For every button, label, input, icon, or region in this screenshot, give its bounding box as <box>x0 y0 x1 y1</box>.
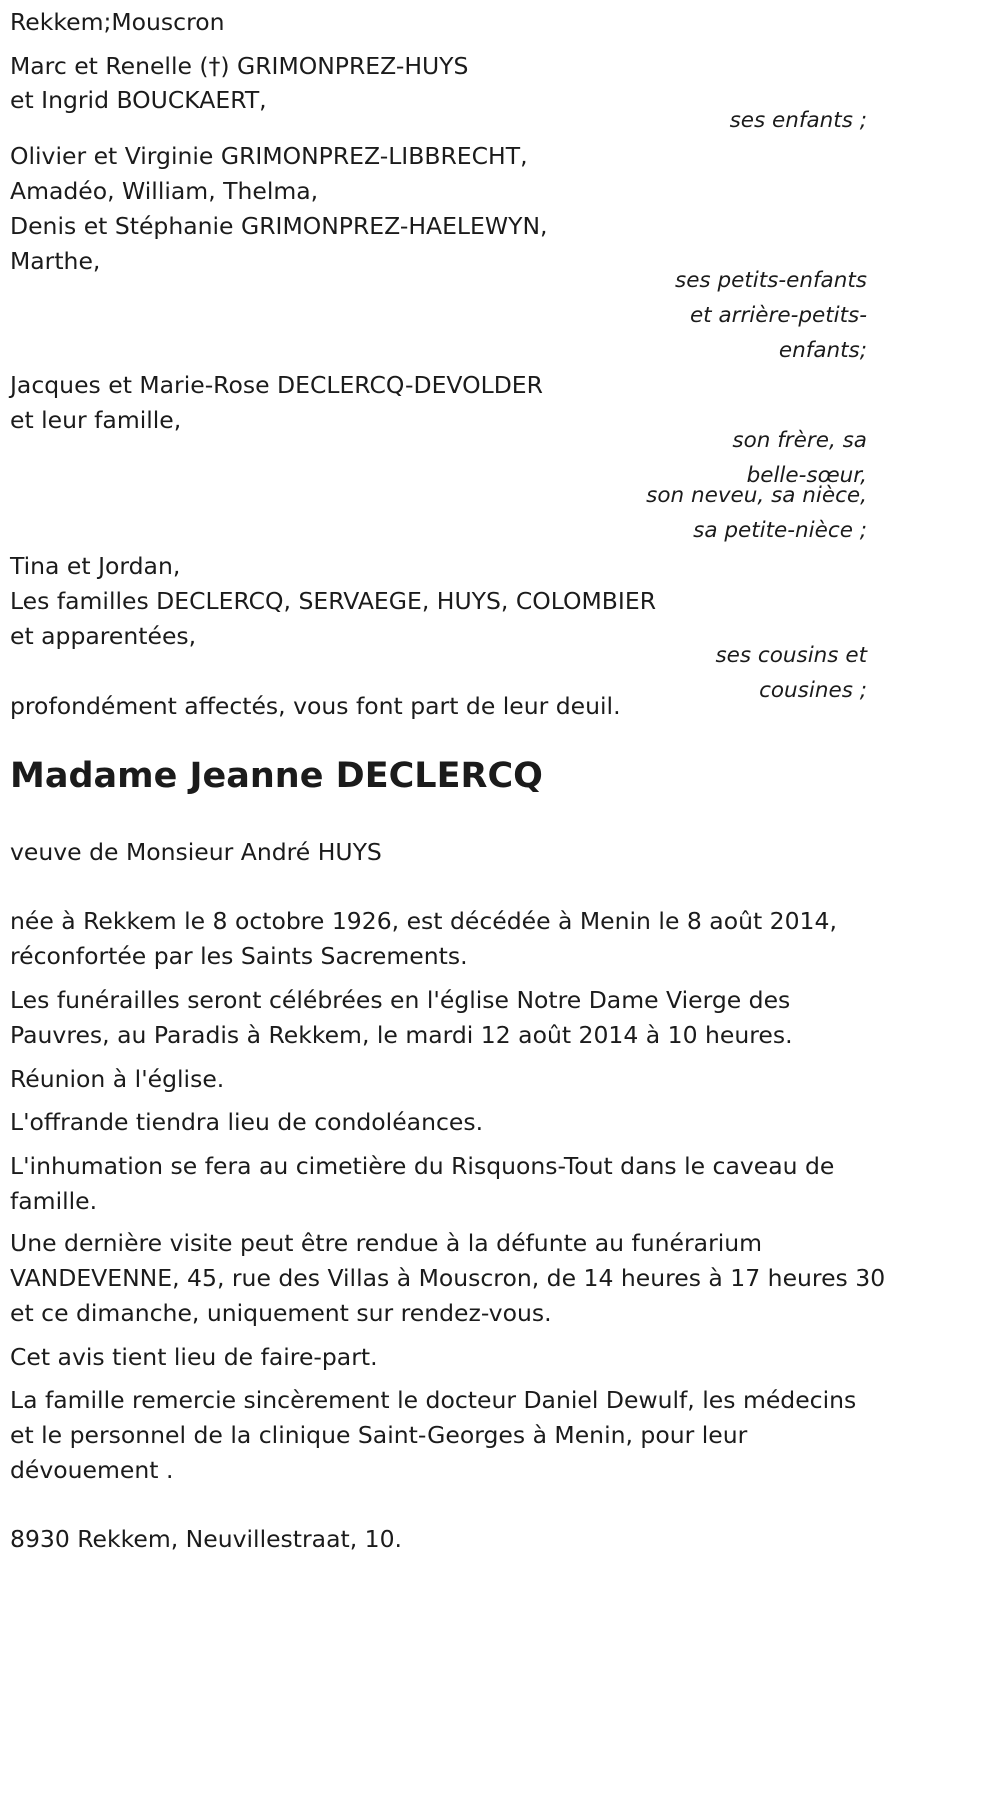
closing-line: profondément affectés, vous font part de leur deuil. <box>10 692 621 720</box>
grandchildren-names-line-3: Denis et Stéphanie GRIMONPREZ-HAELEWYN, <box>10 212 548 240</box>
grandchildren-names-line-2: Amadéo, William, Thelma, <box>10 177 319 205</box>
cousin-names-line-2: Les familles DECLERCQ, SERVAEGE, HUYS, COLOMBIER <box>10 587 657 615</box>
deceased-name: Madame Jeanne DECLERCQ <box>10 756 543 796</box>
sibling-names-line-2: et leur famille, <box>10 406 182 434</box>
offering-line: L'offrande tiendra lieu de condoléances. <box>10 1108 484 1136</box>
children-role: ses enfants ; <box>729 108 867 133</box>
address-line: 8930 Rekkem, Neuvillestraat, 10. <box>10 1525 403 1553</box>
spouse-line: veuve de Monsieur André HUYS <box>10 838 382 866</box>
grandchildren-role-line-3: enfants; <box>778 338 867 363</box>
birth-death-line-2: réconfortée par les Saints Sacrements. <box>10 942 468 970</box>
visit-line-1: Une dernière visite peut être rendue à la défunte au funérarium <box>10 1229 763 1257</box>
children-names-line-1: Marc et Renelle (†) GRIMONPREZ-HUYS <box>10 52 469 80</box>
children-names-line-2: et Ingrid BOUCKAERT, <box>10 86 267 114</box>
cousin-role-line-1: ses cousins et <box>715 643 867 668</box>
grandchildren-role-line-2: et arrière-petits- <box>689 303 867 328</box>
burial-line-2: famille. <box>10 1187 98 1215</box>
place-header: Rekkem;Mouscron <box>10 8 225 36</box>
funeral-line-1: Les funérailles seront célébrées en l'église Notre Dame Vierge des <box>10 986 791 1014</box>
burial-line-1: L'inhumation se fera au cimetière du Risquons-Tout dans le caveau de <box>10 1152 835 1180</box>
notice-line: Cet avis tient lieu de faire-part. <box>10 1343 378 1371</box>
grandchildren-names-line-4: Marthe, <box>10 247 101 275</box>
thanks-line-1: La famille remercie sincèrement le docteur Daniel Dewulf, les médecins <box>10 1386 857 1414</box>
visit-line-3: et ce dimanche, uniquement sur rendez-vous. <box>10 1299 552 1327</box>
cousin-names-line-3: et apparentées, <box>10 622 197 650</box>
thanks-line-2: et le personnel de la clinique Saint-Georges à Menin, pour leur <box>10 1421 748 1449</box>
birth-death-line-1: née à Rekkem le 8 octobre 1926, est décédée à Menin le 8 août 2014, <box>10 907 837 935</box>
funeral-line-2: Pauvres, au Paradis à Rekkem, le mardi 12 août 2014 à 10 heures. <box>10 1021 793 1049</box>
meeting-line: Réunion à l'église. <box>10 1065 225 1093</box>
sibling-names-line-1: Jacques et Marie-Rose DECLERCQ-DEVOLDER <box>10 371 543 399</box>
sibling-role-line-1: son frère, sa <box>732 428 867 453</box>
sibling-role-line-3: son neveu, sa nièce, <box>646 483 867 508</box>
thanks-line-3: dévouement . <box>10 1456 174 1484</box>
grandchildren-role-line-1: ses petits-enfants <box>675 268 867 293</box>
grandchildren-names-line-1: Olivier et Virginie GRIMONPREZ-LIBBRECHT, <box>10 142 528 170</box>
visit-line-2: VANDEVENNE, 45, rue des Villas à Mouscron, de 14 heures à 17 heures 30 <box>10 1264 886 1292</box>
sibling-role-line-4: sa petite-nièce ; <box>693 518 867 543</box>
cousin-role-line-2: cousines ; <box>759 678 867 703</box>
cousin-names-line-1: Tina et Jordan, <box>10 552 181 580</box>
sibling-role-line-2: belle-sœur, <box>746 463 867 488</box>
